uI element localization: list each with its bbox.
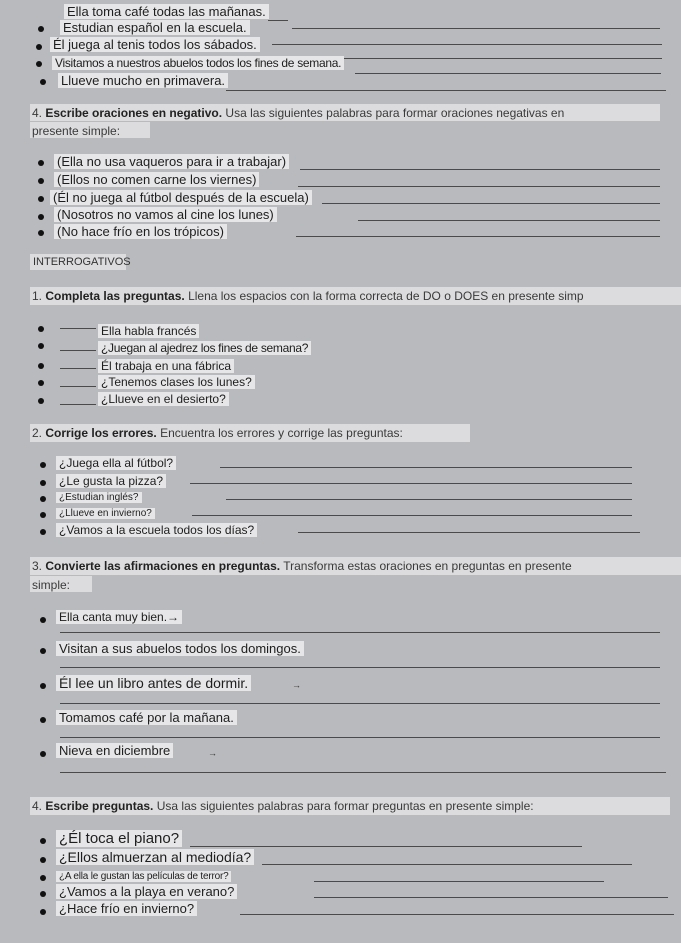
list-item: Nieva en diciembre [56,743,173,758]
answer-blank[interactable] [60,737,660,738]
list-item: Llueve mucho en primavera. [58,73,228,88]
answer-blank[interactable] [60,667,660,668]
answer-blank[interactable] [262,864,632,865]
answer-blank[interactable] [314,881,604,882]
exercise-heading: 1. Completa las preguntas. Llena los espacios con la forma correcta de DO o DOES en presente simp [32,289,584,303]
answer-blank[interactable] [355,73,661,74]
bullet-icon [38,363,44,369]
answer-blank[interactable] [60,703,660,704]
bullet-icon [38,398,44,404]
bullet-icon [38,343,44,349]
answer-blank[interactable] [60,386,96,387]
list-item: ¿Llueve en el desierto? [98,392,229,406]
arrow-right-icon: → [292,680,301,690]
answer-blank[interactable] [268,20,288,21]
list-item: Visitamos a nuestros abuelos todos los fines de semana. [52,56,344,70]
answer-blank[interactable] [296,236,660,237]
list-item: (Ellos no comen carne los viernes) [54,172,259,187]
list-item: Estudian español en la escuela. [60,20,250,35]
list-item: ¿A ella le gustan las películas de terror? [56,871,231,882]
exercise-heading: 2. Corrige los errores. Encuentra los errores y corrige las preguntas: [32,426,403,440]
list-item: ¿Llueve en invierno? [56,508,155,519]
bullet-icon [38,178,44,184]
list-item: ¿Él toca el piano? [56,830,182,847]
list-item: Ella habla francés [98,324,199,338]
bullet-icon [40,717,46,723]
answer-blank[interactable] [292,28,660,29]
answer-blank[interactable] [60,632,660,633]
bullet-icon [40,909,46,915]
answer-blank[interactable] [220,467,632,468]
list-item: Él juega al tenis todos los sábados. [50,37,260,52]
list-item: Ella toma café todas las mañanas. [64,4,269,19]
bullet-icon [36,44,42,50]
list-item: Ella canta muy bien.→ [56,610,182,624]
exercise-heading-line2: presente simple: [32,124,121,138]
answer-blank[interactable] [272,44,662,45]
bullet-icon [38,214,44,220]
list-item: ¿Hace frío en invierno? [56,901,197,916]
bullet-icon [40,891,46,897]
list-item: ¿Juega ella al fútbol? [56,456,176,470]
bullet-icon [40,480,46,486]
answer-blank[interactable] [192,515,632,516]
list-item: (Ella no usa vaqueros para ir a trabajar) [54,154,289,169]
bullet-icon [40,462,46,468]
answer-blank[interactable] [298,186,660,187]
bullet-icon [40,857,46,863]
answer-blank[interactable] [60,328,96,329]
bullet-icon [40,648,46,654]
list-item: (Nosotros no vamos al cine los lunes) [54,207,277,222]
bullet-icon [40,751,46,757]
exercise-heading: 4. Escribe preguntas. Usa las siguientes palabras para formar preguntas en presente simple: [32,799,534,813]
answer-blank[interactable] [226,499,632,500]
arrow-right-icon: → [208,748,217,758]
bullet-icon [40,496,46,502]
list-item: ¿Ellos almuerzan al mediodía? [56,849,254,865]
list-item: Tomamos café por la mañana. [56,710,237,725]
answer-blank[interactable] [190,483,632,484]
list-item: Él trabaja en una fábrica [98,359,234,373]
list-item: ¿Vamos a la playa en verano? [56,884,237,899]
list-item: Visitan a sus abuelos todos los domingos. [56,641,304,656]
bullet-icon [40,529,46,535]
bullet-icon [38,160,44,166]
list-item: Él lee un libro antes de dormir. [56,675,251,691]
answer-blank[interactable] [60,404,96,405]
list-item: (Él no juega al fútbol después de la escuela) [50,190,312,205]
answer-blank[interactable] [298,532,640,533]
bullet-icon [36,61,42,67]
answer-blank[interactable] [60,772,666,773]
answer-blank[interactable] [60,350,96,351]
exercise-heading: 4. Escribe oraciones en negativo. Usa las siguientes palabras para formar oraciones negativas en [32,106,565,120]
bullet-icon [40,838,46,844]
bullet-icon [38,196,44,202]
list-item: ¿Vamos a la escuela todos los días? [56,523,257,537]
bullet-icon [38,230,44,236]
list-item: ¿Le gusta la pizza? [56,474,166,488]
answer-blank[interactable] [314,897,668,898]
bullet-icon [38,380,44,386]
exercise-heading-line2: simple: [32,578,71,592]
answer-blank[interactable] [322,203,660,204]
answer-blank[interactable] [358,220,660,221]
answer-blank[interactable] [190,846,582,847]
list-item: ¿Tenemos clases los lunes? [98,375,255,389]
list-item: ¿Estudian inglés? [56,492,142,503]
bullet-icon [38,26,44,32]
bullet-icon [40,875,46,881]
bullet-icon [40,79,46,85]
bullet-icon [40,512,46,518]
bullet-icon [40,683,46,689]
answer-blank[interactable] [60,368,96,369]
bullet-icon [40,617,46,623]
bullet-icon [38,326,44,332]
answer-blank[interactable] [226,90,666,91]
list-item: ¿Juegan al ajedrez los fines de semana? [98,341,311,355]
exercise-heading: 3. Convierte las afirmaciones en preguntas. Transforma estas oraciones en preguntas en presente [32,559,572,573]
list-item: (No hace frío en los trópicos) [54,224,227,239]
answer-blank[interactable] [300,169,660,170]
section-label: INTERROGATIVOS [33,256,131,268]
answer-blank[interactable] [240,914,674,915]
